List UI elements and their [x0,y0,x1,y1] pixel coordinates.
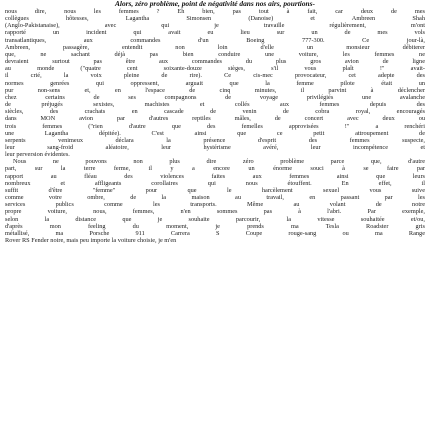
text-line: trois femmes ("rien d'autre que des femelles approvisées !" a renchéri [5,122,425,130]
text-line: Rover RS Fender noire, mais peu importe la voiture choisie, je m'en [5,237,177,244]
text-line: suffit d'être "femme" pour que le harcèlement sexuel vous suive [5,186,425,194]
text-line: part, sur la terre ferme, il y a encore un énorme souci à se faire par [5,165,425,173]
text-line: (Anglo-Pakistanaise), avec qui je travaille régulièrement, m'ont [5,22,425,30]
text-line: que, ne sachant déjà pas bien conduire une voiture, les femmes ne [5,50,425,58]
top-line: Alors, zéro problème, point de négativité dans nos airs, pourtions- [115,0,315,8]
text-line: leur perversion évidentes. [5,151,70,159]
text-line: métallisé, ma Porsche 911 Carrera S Coupe rouge-sang ou ma Range [5,229,425,237]
text-line: nombreux et affligeants corollaires qui nous étouffent. En effet, il [5,179,425,187]
text-line: de préjugés sexistes, machistes et collés aux femmes depuis des [5,101,425,109]
text-line: transatlantiques, aux commandes d'un Boeing 777-300. Ce jour-là, [5,36,425,44]
text-line: normes genrées qui oppressent, arguait que la femme pilote était un [5,79,425,87]
text-line: leur sang-froid aléatoire, leur hystérisme avéré, leur incompétence et [5,143,425,151]
text-line: dans MON avion par d'autres reptiles mâles, de concert avec deux ou [5,115,425,123]
text-line: il crié, la voix pleine de rire). Ce cis-mec provocateur, cet adepte des [5,72,425,80]
text-line: nous dire, nous les femmes ? Eh bien, pas tout à fait, car deux de mes [5,8,425,15]
text-line: d'après mon feeling du moment, je prends ma Tesla Roadster gris [5,222,425,230]
text-line: Nous ne pouvons non plus dire zéro problème parce que, d'autre [13,158,425,166]
text-line: chez certains de ses compagnons de voyage privilégiés une avalanche [5,93,425,101]
text-line: selon la distance que je souhaite parcourir, la vitesse souhaitée et/ou, [5,215,425,223]
text-line: pur non-sens et, en l'espace de cinq minutes, il parvint à déclencher [5,86,425,94]
text-line: une Lagantha dépitée). C'est ainsi que ce petit attroupement de [5,129,425,137]
text-line: au monde ("quatre cent soixante-douze sièges, s'il vous plaît !" avait- [5,65,425,73]
paragraph [5,8,425,158]
body-text [5,8,425,244]
text-line: devraient surtout pas être aux commandes du plus gros avion de ligne [5,58,425,66]
text-line: collègues hôtesses, Lagantha Simonsen (Danoise) et Ambreen Shah [5,15,425,23]
document-page [5,0,425,431]
text-line: Ambreen, passagère, entendit non loin d'elle un monsieur débiterer [5,43,425,51]
text-line: propre voiture, nous, femmes, n'en sommes pas à l'abri. Par exemple, [5,208,425,216]
text-line: rapporté un incident qui avait eu lieu sur un de mes vols [5,29,425,37]
text-line: siècles, des crachats en cascade de venin de cobra royal, encouragés [5,108,425,116]
text-line: serpents venimeux déclara la présence d'esprit des femmes suspecte, [5,136,425,144]
paragraph [5,158,425,244]
text-line: services publics comme les transports. Même au volant de notre [5,201,425,209]
text-line: rapport au fléau des violences faites aux femmes ainsi que leurs [5,172,425,180]
text-line: comme votre ombre, de la maison au travail, en passant par les [5,194,425,202]
